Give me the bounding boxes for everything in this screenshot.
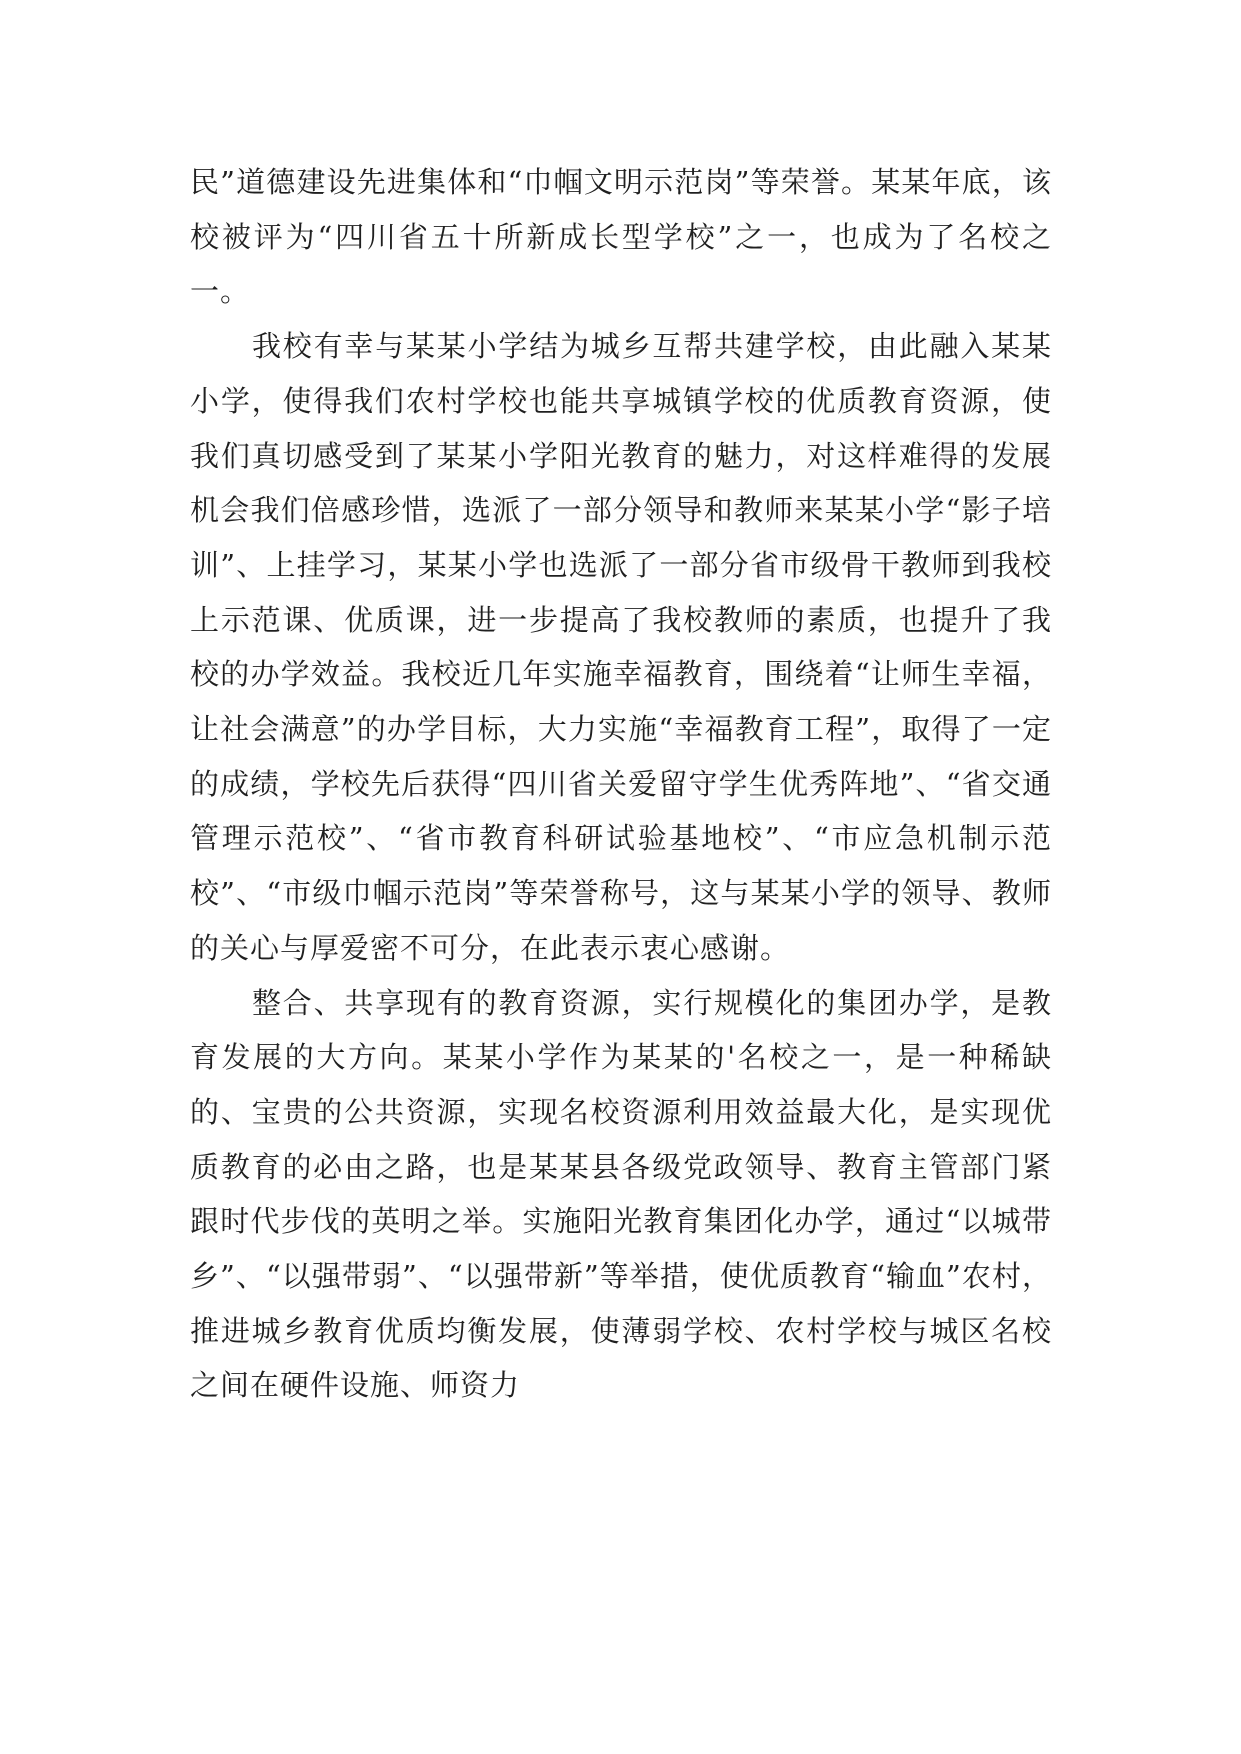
paragraph-1: 民”道德建设先进集体和“巾帼文明示范岗”等荣誉。某某年底，该校被评为“四川省五十所新成长型学校”之一，也成为了名校之一。 [190, 165, 1052, 309]
paragraph-2: 我校有幸与某某小学结为城乡互帮共建学校，由此融入某某小学，使得我们农村学校也能共享城镇学校的优质教育资源，使我们真切感受到了某某小学阳光教育的魅力，对这样难得的发展机会我们倍感珍惜，选派了一部分领导和教师来某某小学“影子培训”、上挂学习，某某小学也选派了一部分省市级骨干教师到我校上示范课、优质课，进一步提高了我校教师的素质，也提升了我校的办学效益。我校近几年实施幸福教育，围绕着“让师生幸福，让社会满意”的办学目标，大力实施“幸福教育工程”，取得了一定的成绩，学校先后获得“四川省关爱留守学生优秀阵地”、“省交通管理示范校”、“省市教育科研试验基地校”、“市应急机制示范校”、“市级巾帼示范岗”等荣誉称号，这与某某小学的领导、教师的关心与厚爱密不可分，在此表示衷心感谢。 [190, 329, 1052, 965]
paragraph-3: 整合、共享现有的教育资源，实行规模化的集团办学，是教育发展的大方向。某某小学作为某某的'名校之一，是一种稀缺的、宝贵的公共资源，实现名校资源利用效益最大化，是实现优质教育的必由之路，也是某某县各级党政领导、教育主管部门紧跟时代步伐的英明之举。实施阳光教育集团化办学，通过“以城带乡”、“以强带弱”、“以强带新”等举措，使优质教育“输血”农村，推进城乡教育优质均衡发展，使薄弱学校、农村学校与城区名校之间在硬件设施、师资力 [190, 985, 1052, 1403]
document-body [190, 155, 1052, 1413]
